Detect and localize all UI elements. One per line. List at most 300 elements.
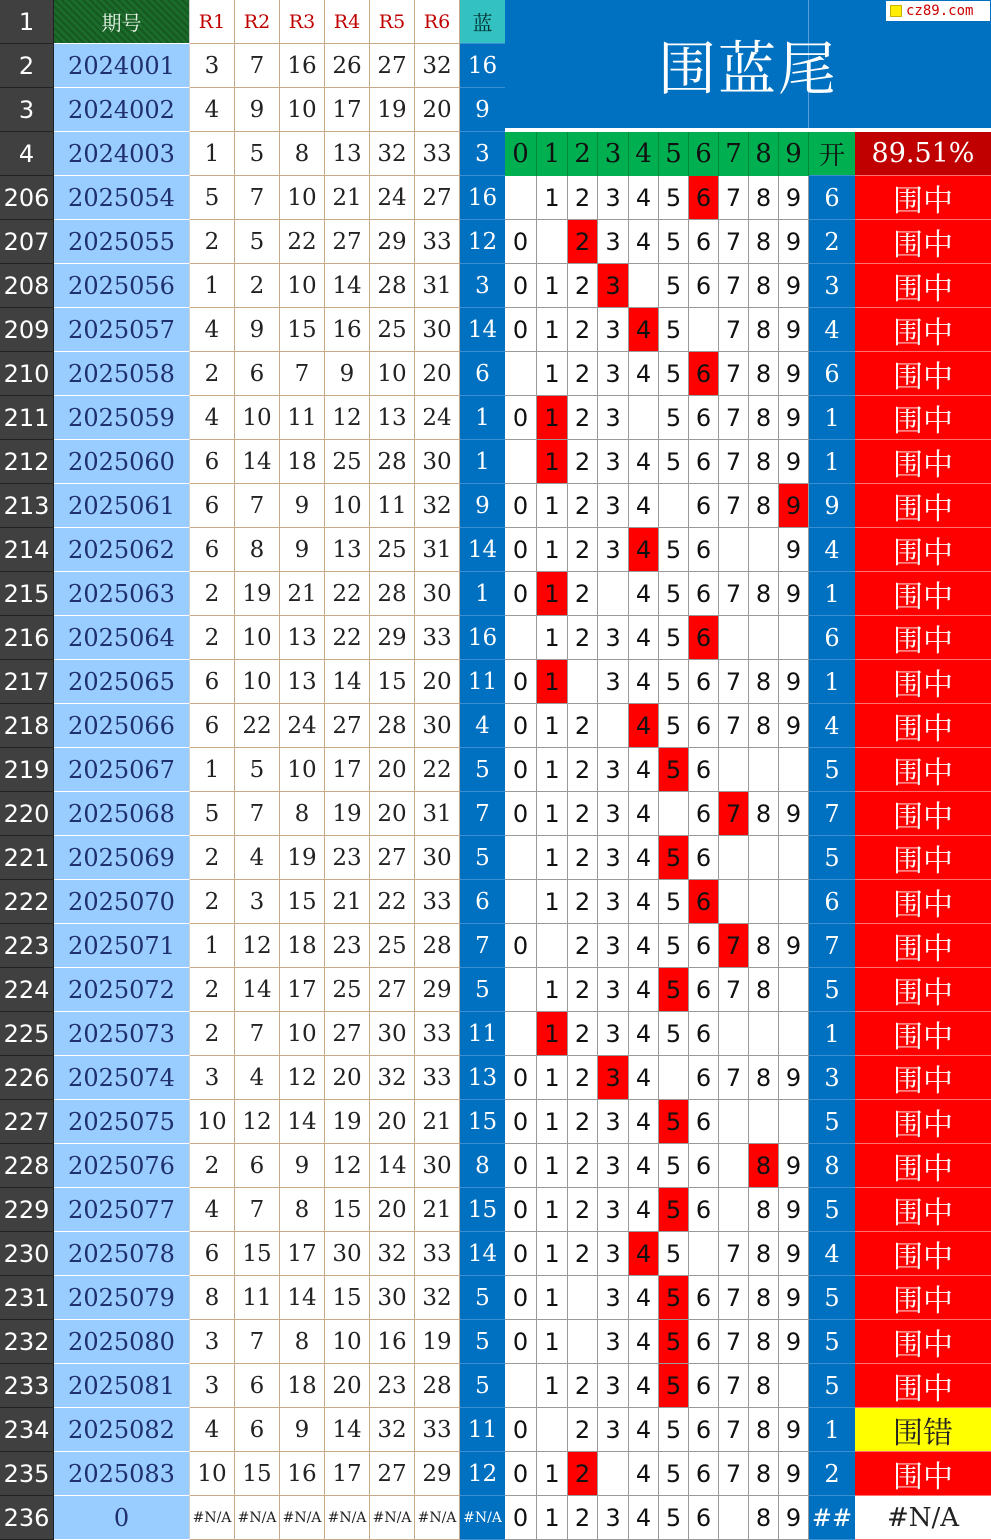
status-cell[interactable]: 围中 [855, 352, 991, 396]
period-cell[interactable]: 2025057 [54, 308, 190, 352]
digit-cell[interactable]: 4 [629, 836, 659, 880]
digit-cell[interactable]: 3 [598, 616, 629, 660]
digit-cell[interactable]: 6 [689, 1188, 719, 1232]
digit-cell[interactable]: 9 [779, 264, 809, 308]
row-number[interactable]: 222 [0, 880, 54, 924]
digit-cell-hit[interactable]: 7 [719, 792, 749, 836]
red-ball-cell[interactable]: 24 [280, 704, 325, 748]
digit-cell[interactable]: 3 [598, 880, 629, 924]
digit-header-2[interactable]: 2 [568, 132, 598, 176]
digit-cell[interactable]: 4 [629, 1276, 659, 1320]
digit-cell[interactable]: 5 [659, 1232, 689, 1276]
digit-cell[interactable]: 8 [749, 440, 779, 484]
red-ball-cell[interactable]: 13 [325, 528, 370, 572]
digit-cell[interactable]: 3 [598, 1320, 629, 1364]
digit-cell[interactable] [719, 836, 749, 880]
digit-cell[interactable]: 8 [749, 1408, 779, 1452]
digit-cell[interactable]: 5 [659, 264, 689, 308]
digit-cell[interactable]: 9 [779, 440, 809, 484]
digit-cell[interactable]: 4 [629, 1188, 659, 1232]
red-ball-cell[interactable]: 20 [325, 1056, 370, 1100]
hit-rate[interactable]: 89.51% [855, 132, 991, 176]
digit-cell[interactable]: 2 [568, 968, 598, 1012]
red-ball-cell[interactable]: 2 [190, 616, 235, 660]
digit-cell[interactable]: 5 [659, 176, 689, 220]
digit-cell[interactable] [719, 1188, 749, 1232]
digit-cell[interactable] [659, 1056, 689, 1100]
red-ball-cell[interactable]: 27 [370, 836, 415, 880]
digit-cell-hit[interactable]: 6 [689, 880, 719, 924]
period-cell[interactable]: 2025070 [54, 880, 190, 924]
status-cell[interactable]: 围中 [855, 1100, 991, 1144]
digit-cell[interactable]: 0 [505, 704, 537, 748]
digit-cell[interactable]: 0 [505, 1320, 537, 1364]
digit-cell[interactable] [505, 968, 537, 1012]
open-digit-cell[interactable]: 3 [809, 264, 855, 308]
digit-cell[interactable] [505, 836, 537, 880]
digit-cell[interactable]: 5 [659, 1012, 689, 1056]
digit-cell[interactable]: 9 [779, 176, 809, 220]
digit-cell[interactable]: 0 [505, 572, 537, 616]
digit-cell[interactable]: 8 [749, 1364, 779, 1408]
period-cell[interactable]: 2025055 [54, 220, 190, 264]
status-cell[interactable]: 围中 [855, 1452, 991, 1496]
red-ball-cell[interactable]: 27 [325, 220, 370, 264]
period-cell[interactable]: 2025083 [54, 1452, 190, 1496]
digit-cell[interactable]: 6 [689, 704, 719, 748]
period-header[interactable]: 期号 [54, 0, 190, 44]
red-ball-cell[interactable]: 14 [325, 264, 370, 308]
red-ball-cell[interactable]: 28 [415, 924, 460, 968]
digit-cell[interactable]: 9 [779, 572, 809, 616]
digit-cell[interactable] [719, 616, 749, 660]
digit-cell-hit[interactable]: 4 [629, 704, 659, 748]
digit-cell[interactable] [598, 1452, 629, 1496]
red-ball-cell[interactable]: 14 [235, 440, 280, 484]
red-ball-cell[interactable]: 10 [325, 484, 370, 528]
digit-cell[interactable]: 8 [749, 924, 779, 968]
digit-cell[interactable]: 0 [505, 484, 537, 528]
row-number[interactable]: 224 [0, 968, 54, 1012]
blue-ball-cell[interactable]: 4 [460, 704, 505, 748]
digit-cell-hit[interactable]: 2 [568, 220, 598, 264]
digit-cell[interactable]: 1 [537, 1452, 568, 1496]
red-ball-cell[interactable]: 20 [370, 792, 415, 836]
digit-cell[interactable] [779, 1364, 809, 1408]
period-cell[interactable]: 2025079 [54, 1276, 190, 1320]
red-ball-cell[interactable]: 22 [370, 880, 415, 924]
status-cell[interactable]: 围中 [855, 264, 991, 308]
red-ball-cell[interactable]: #N/A [415, 1496, 460, 1540]
digit-cell[interactable]: 9 [779, 1408, 809, 1452]
digit-cell[interactable]: 4 [629, 968, 659, 1012]
blue-ball-cell[interactable]: 5 [460, 1320, 505, 1364]
status-cell[interactable]: 围中 [855, 968, 991, 1012]
open-digit-cell[interactable]: 6 [809, 616, 855, 660]
blue-header[interactable]: 蓝 [460, 0, 505, 44]
period-cell[interactable]: 2025069 [54, 836, 190, 880]
period-cell[interactable]: 2025078 [54, 1232, 190, 1276]
digit-cell[interactable]: 1 [537, 704, 568, 748]
row-number[interactable]: 234 [0, 1408, 54, 1452]
red-ball-cell[interactable]: 17 [325, 748, 370, 792]
digit-cell[interactable] [598, 704, 629, 748]
open-digit-cell[interactable]: 2 [809, 220, 855, 264]
red-ball-cell[interactable]: 28 [370, 572, 415, 616]
digit-cell[interactable]: 6 [689, 1364, 719, 1408]
digit-cell[interactable] [629, 396, 659, 440]
open-digit-cell[interactable]: 1 [809, 396, 855, 440]
open-digit-cell[interactable]: 5 [809, 1100, 855, 1144]
digit-header-0[interactable]: 0 [505, 132, 537, 176]
status-cell[interactable]: 围中 [855, 176, 991, 220]
open-digit-cell[interactable]: 7 [809, 924, 855, 968]
digit-cell[interactable] [659, 484, 689, 528]
digit-cell[interactable]: 3 [598, 396, 629, 440]
red-ball-cell[interactable]: 25 [325, 968, 370, 1012]
digit-cell[interactable]: 4 [629, 924, 659, 968]
red-ball-cell[interactable]: 23 [370, 1364, 415, 1408]
digit-cell[interactable]: 1 [537, 1496, 568, 1540]
digit-cell[interactable]: 2 [568, 308, 598, 352]
digit-cell[interactable]: 8 [749, 660, 779, 704]
digit-cell[interactable]: 8 [749, 396, 779, 440]
red-ball-cell[interactable]: 13 [280, 616, 325, 660]
digit-cell[interactable]: 9 [779, 1452, 809, 1496]
digit-cell[interactable] [537, 220, 568, 264]
digit-cell[interactable]: 7 [719, 572, 749, 616]
red-header-2[interactable]: R2 [235, 0, 280, 44]
digit-cell[interactable]: 2 [568, 1100, 598, 1144]
digit-cell[interactable]: 9 [779, 1232, 809, 1276]
red-ball-cell[interactable]: 19 [235, 572, 280, 616]
red-ball-cell[interactable]: 23 [325, 836, 370, 880]
row-number[interactable]: 208 [0, 264, 54, 308]
digit-cell[interactable]: 6 [689, 660, 719, 704]
period-cell[interactable]: 2024002 [54, 88, 190, 132]
red-ball-cell[interactable]: 3 [190, 1056, 235, 1100]
digit-cell[interactable]: 2 [568, 748, 598, 792]
status-cell[interactable]: 围中 [855, 924, 991, 968]
status-cell[interactable]: 围中 [855, 1188, 991, 1232]
digit-cell[interactable]: 1 [537, 352, 568, 396]
red-ball-cell[interactable]: 2 [190, 880, 235, 924]
digit-cell[interactable]: 7 [719, 396, 749, 440]
open-digit-cell[interactable]: 5 [809, 836, 855, 880]
open-digit-cell[interactable]: 7 [809, 792, 855, 836]
red-ball-cell[interactable]: 14 [370, 1144, 415, 1188]
blue-ball-cell[interactable]: 3 [460, 132, 505, 176]
red-ball-cell[interactable]: 9 [235, 308, 280, 352]
red-ball-cell[interactable]: 15 [370, 660, 415, 704]
digit-header-4[interactable]: 4 [629, 132, 659, 176]
digit-cell[interactable]: 4 [629, 880, 659, 924]
row-number[interactable]: 236 [0, 1496, 54, 1540]
red-ball-cell[interactable]: #N/A [370, 1496, 415, 1540]
digit-cell[interactable]: 6 [689, 396, 719, 440]
digit-cell[interactable]: 3 [598, 836, 629, 880]
status-cell[interactable]: 围中 [855, 440, 991, 484]
red-ball-cell[interactable]: 16 [370, 1320, 415, 1364]
red-ball-cell[interactable]: 33 [415, 880, 460, 924]
blue-ball-cell[interactable]: 15 [460, 1100, 505, 1144]
digit-cell[interactable]: 2 [568, 396, 598, 440]
red-ball-cell[interactable]: 29 [370, 220, 415, 264]
open-digit-cell[interactable]: 3 [809, 1056, 855, 1100]
digit-cell[interactable]: 9 [779, 1496, 809, 1540]
red-ball-cell[interactable]: 18 [280, 440, 325, 484]
digit-cell-hit[interactable]: 5 [659, 1364, 689, 1408]
digit-cell[interactable]: 6 [689, 572, 719, 616]
digit-cell[interactable]: 9 [779, 1188, 809, 1232]
period-cell[interactable]: 2025072 [54, 968, 190, 1012]
period-cell[interactable]: 2025060 [54, 440, 190, 484]
red-ball-cell[interactable]: 30 [370, 1012, 415, 1056]
status-cell[interactable]: 围中 [855, 1232, 991, 1276]
digit-cell[interactable]: 7 [719, 1320, 749, 1364]
digit-cell[interactable]: 1 [537, 880, 568, 924]
row-number[interactable]: 231 [0, 1276, 54, 1320]
digit-cell[interactable]: 0 [505, 1408, 537, 1452]
period-cell[interactable]: 2025071 [54, 924, 190, 968]
digit-cell[interactable]: 8 [749, 1320, 779, 1364]
blue-ball-cell[interactable]: 9 [460, 88, 505, 132]
red-ball-cell[interactable]: 4 [190, 1408, 235, 1452]
site-badge[interactable] [886, 1, 990, 21]
red-ball-cell[interactable]: 1 [190, 132, 235, 176]
red-ball-cell[interactable]: 32 [370, 1232, 415, 1276]
digit-cell[interactable]: 1 [537, 1188, 568, 1232]
digit-cell[interactable]: 2 [568, 1496, 598, 1540]
digit-cell-hit[interactable]: 1 [537, 660, 568, 704]
digit-cell-hit[interactable]: 3 [598, 264, 629, 308]
digit-cell[interactable]: 0 [505, 1056, 537, 1100]
digit-cell[interactable]: 7 [719, 484, 749, 528]
digit-cell-hit[interactable]: 5 [659, 1320, 689, 1364]
open-digit-cell[interactable]: 6 [809, 352, 855, 396]
red-ball-cell[interactable]: 9 [280, 484, 325, 528]
digit-cell[interactable] [779, 1100, 809, 1144]
digit-cell[interactable]: 0 [505, 1276, 537, 1320]
digit-header-5[interactable]: 5 [659, 132, 689, 176]
red-ball-cell[interactable]: 31 [415, 264, 460, 308]
red-ball-cell[interactable]: 7 [235, 176, 280, 220]
red-ball-cell[interactable]: 28 [415, 1364, 460, 1408]
red-ball-cell[interactable]: 13 [370, 396, 415, 440]
red-ball-cell[interactable]: 31 [415, 792, 460, 836]
blue-ball-cell[interactable]: 7 [460, 924, 505, 968]
digit-cell[interactable]: 3 [598, 1496, 629, 1540]
red-ball-cell[interactable]: 4 [190, 396, 235, 440]
digit-cell[interactable]: 8 [749, 1188, 779, 1232]
digit-cell[interactable] [568, 660, 598, 704]
digit-cell[interactable]: 5 [659, 1144, 689, 1188]
row-number[interactable]: 4 [0, 132, 54, 176]
red-ball-cell[interactable]: 12 [235, 924, 280, 968]
red-ball-cell[interactable]: 7 [235, 44, 280, 88]
red-header-1[interactable]: R1 [190, 0, 235, 44]
digit-cell[interactable]: 6 [689, 748, 719, 792]
digit-cell[interactable]: 8 [749, 1276, 779, 1320]
red-ball-cell[interactable]: 28 [370, 704, 415, 748]
digit-header-9[interactable]: 9 [779, 132, 809, 176]
period-cell[interactable]: 2025061 [54, 484, 190, 528]
status-cell[interactable]: 围中 [855, 1056, 991, 1100]
digit-cell[interactable]: 3 [598, 308, 629, 352]
red-header-4[interactable]: R4 [325, 0, 370, 44]
open-digit-cell[interactable]: 4 [809, 308, 855, 352]
row-number[interactable]: 216 [0, 616, 54, 660]
digit-cell[interactable] [689, 308, 719, 352]
status-cell[interactable]: 围中 [855, 220, 991, 264]
red-ball-cell[interactable]: 6 [190, 484, 235, 528]
red-ball-cell[interactable]: #N/A [190, 1496, 235, 1540]
red-ball-cell[interactable]: 15 [280, 308, 325, 352]
digit-cell[interactable]: 3 [598, 220, 629, 264]
row-number[interactable]: 219 [0, 748, 54, 792]
row-number[interactable]: 229 [0, 1188, 54, 1232]
digit-cell[interactable]: 6 [689, 264, 719, 308]
red-ball-cell[interactable]: 6 [190, 528, 235, 572]
blue-ball-cell[interactable]: 1 [460, 440, 505, 484]
digit-cell[interactable]: 0 [505, 1232, 537, 1276]
digit-cell[interactable]: 4 [629, 792, 659, 836]
digit-cell[interactable]: 6 [689, 440, 719, 484]
status-cell[interactable]: 围中 [855, 616, 991, 660]
digit-cell[interactable]: 5 [659, 396, 689, 440]
digit-cell[interactable] [505, 440, 537, 484]
open-digit-cell[interactable]: 4 [809, 1232, 855, 1276]
red-ball-cell[interactable]: 27 [370, 1452, 415, 1496]
red-ball-cell[interactable]: 2 [190, 1012, 235, 1056]
digit-cell[interactable]: 3 [598, 748, 629, 792]
digit-cell[interactable]: 2 [568, 924, 598, 968]
digit-cell[interactable]: 4 [629, 352, 659, 396]
digit-cell[interactable]: 5 [659, 704, 689, 748]
blue-ball-cell[interactable]: 9 [460, 484, 505, 528]
digit-cell[interactable]: 7 [719, 1364, 749, 1408]
red-ball-cell[interactable]: 16 [325, 308, 370, 352]
red-ball-cell[interactable]: 16 [280, 1452, 325, 1496]
blue-ball-cell[interactable]: 1 [460, 396, 505, 440]
red-ball-cell[interactable]: 19 [325, 1100, 370, 1144]
digit-cell[interactable]: 6 [689, 924, 719, 968]
period-cell[interactable]: 0 [54, 1496, 190, 1540]
digit-cell[interactable]: 9 [779, 792, 809, 836]
digit-header-6[interactable]: 6 [689, 132, 719, 176]
digit-cell[interactable]: 2 [568, 572, 598, 616]
red-ball-cell[interactable]: 8 [190, 1276, 235, 1320]
digit-cell[interactable]: 3 [598, 924, 629, 968]
red-ball-cell[interactable]: 13 [325, 132, 370, 176]
digit-cell[interactable] [598, 572, 629, 616]
digit-cell[interactable]: 4 [629, 1012, 659, 1056]
red-ball-cell[interactable]: 10 [280, 88, 325, 132]
red-ball-cell[interactable]: 27 [370, 44, 415, 88]
red-ball-cell[interactable]: 32 [415, 1276, 460, 1320]
row-number[interactable]: 232 [0, 1320, 54, 1364]
status-cell[interactable]: 围中 [855, 308, 991, 352]
red-ball-cell[interactable]: 25 [370, 924, 415, 968]
digit-cell[interactable]: 9 [779, 220, 809, 264]
digit-cell[interactable]: 2 [568, 836, 598, 880]
digit-cell[interactable]: 0 [505, 528, 537, 572]
status-cell[interactable]: 围中 [855, 572, 991, 616]
status-cell[interactable]: 围中 [855, 660, 991, 704]
digit-cell[interactable]: 3 [598, 1276, 629, 1320]
red-ball-cell[interactable]: 6 [235, 1364, 280, 1408]
digit-cell[interactable]: 3 [598, 176, 629, 220]
digit-cell[interactable]: 1 [537, 1364, 568, 1408]
status-cell[interactable]: 围中 [855, 396, 991, 440]
digit-cell[interactable]: 8 [749, 1232, 779, 1276]
red-ball-cell[interactable]: 3 [235, 880, 280, 924]
red-ball-cell[interactable]: 18 [280, 1364, 325, 1408]
blue-ball-cell[interactable]: 5 [460, 1276, 505, 1320]
digit-cell[interactable] [568, 1320, 598, 1364]
digit-cell[interactable]: 3 [598, 528, 629, 572]
blue-ball-cell[interactable]: 13 [460, 1056, 505, 1100]
digit-cell[interactable] [719, 1100, 749, 1144]
blue-ball-cell[interactable]: 12 [460, 1452, 505, 1496]
row-number[interactable]: 225 [0, 1012, 54, 1056]
digit-cell-hit[interactable]: 2 [568, 1452, 598, 1496]
red-ball-cell[interactable]: 30 [415, 704, 460, 748]
digit-cell-hit[interactable]: 4 [629, 308, 659, 352]
red-ball-cell[interactable]: 15 [280, 880, 325, 924]
period-cell[interactable]: 2025074 [54, 1056, 190, 1100]
digit-cell[interactable]: 5 [659, 440, 689, 484]
digit-cell[interactable]: 6 [689, 484, 719, 528]
digit-cell[interactable]: 7 [719, 176, 749, 220]
status-cell[interactable]: #N/A [855, 1496, 991, 1540]
digit-cell[interactable]: 0 [505, 308, 537, 352]
blue-ball-cell[interactable]: 3 [460, 264, 505, 308]
red-header-5[interactable]: R5 [370, 0, 415, 44]
digit-cell[interactable]: 6 [689, 1496, 719, 1540]
digit-cell[interactable] [719, 1144, 749, 1188]
red-ball-cell[interactable]: 17 [325, 1452, 370, 1496]
period-cell[interactable]: 2024003 [54, 132, 190, 176]
digit-cell[interactable]: 7 [719, 440, 749, 484]
digit-cell[interactable]: 6 [689, 968, 719, 1012]
red-ball-cell[interactable]: 20 [370, 748, 415, 792]
digit-cell[interactable] [505, 1012, 537, 1056]
digit-cell[interactable]: 0 [505, 1100, 537, 1144]
digit-cell[interactable] [689, 1232, 719, 1276]
open-digit-cell[interactable]: ## [809, 1496, 855, 1540]
red-ball-cell[interactable]: 6 [190, 660, 235, 704]
red-ball-cell[interactable]: 31 [415, 528, 460, 572]
red-ball-cell[interactable]: 8 [280, 132, 325, 176]
blue-ball-cell[interactable]: 14 [460, 308, 505, 352]
open-digit-cell[interactable]: 1 [809, 440, 855, 484]
open-digit-cell[interactable]: 5 [809, 748, 855, 792]
red-ball-cell[interactable]: 4 [235, 836, 280, 880]
digit-cell[interactable]: 6 [689, 1320, 719, 1364]
digit-cell[interactable] [505, 352, 537, 396]
digit-cell[interactable]: 0 [505, 220, 537, 264]
row-number[interactable]: 233 [0, 1364, 54, 1408]
digit-cell[interactable]: 8 [749, 308, 779, 352]
red-ball-cell[interactable]: 20 [325, 1364, 370, 1408]
status-cell[interactable]: 围中 [855, 792, 991, 836]
red-ball-cell[interactable]: 3 [190, 1320, 235, 1364]
open-digit-cell[interactable]: 5 [809, 1276, 855, 1320]
digit-cell[interactable]: 9 [779, 1276, 809, 1320]
red-ball-cell[interactable]: 11 [235, 1276, 280, 1320]
digit-cell-hit[interactable]: 8 [749, 1144, 779, 1188]
